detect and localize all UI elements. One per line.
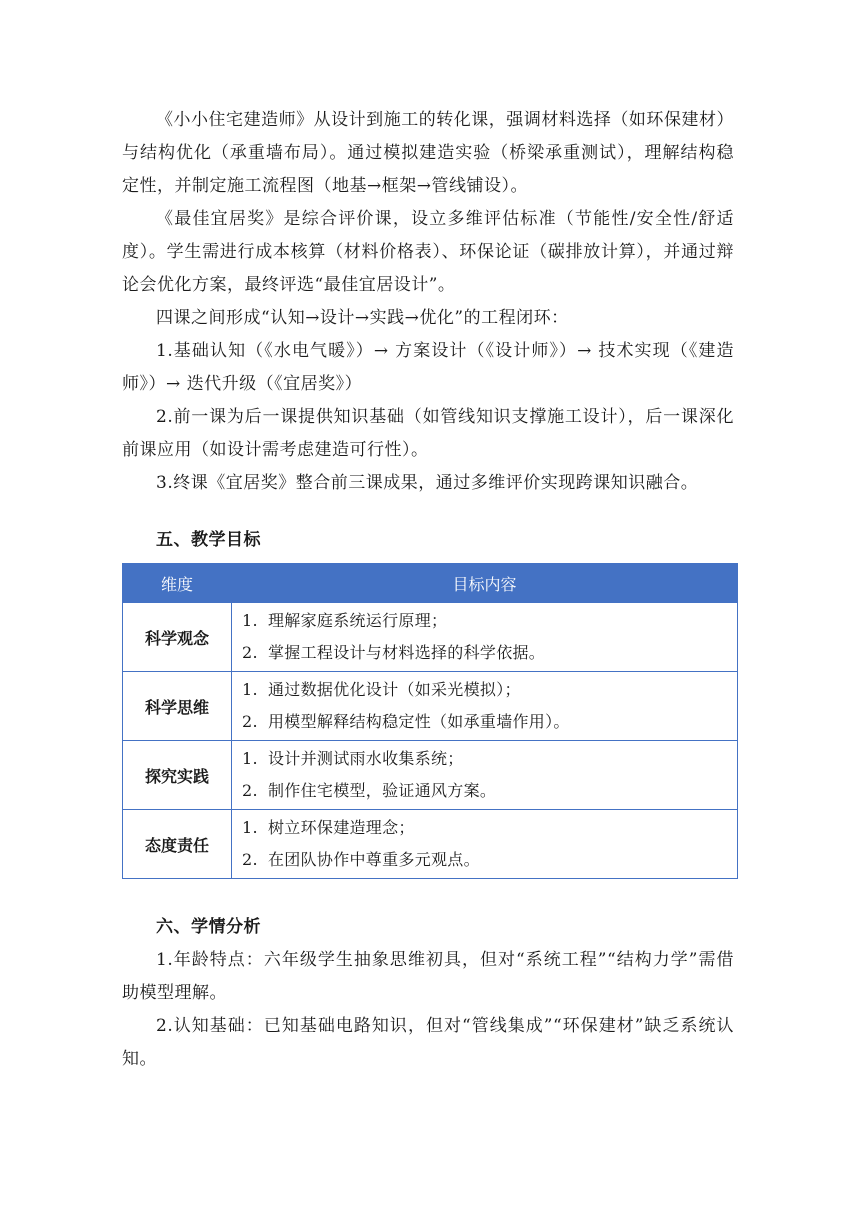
goal-item — [242, 674, 727, 706]
item-number: 1. — [242, 611, 258, 630]
item-number: 1. — [242, 680, 258, 699]
dimension-cell: 科学观念 — [123, 603, 232, 672]
document-content — [122, 104, 734, 1076]
item-number: 1. — [242, 749, 258, 768]
dimension-cell: 态度责任 — [123, 810, 232, 879]
goal-item — [242, 743, 727, 775]
item-text: 树立环保建造理念； — [268, 818, 415, 837]
header-dimension: 维度 — [123, 564, 232, 603]
item-text: 用模型解释结构稳定性（如承重墙作用）。 — [268, 712, 570, 731]
goal-items-cell — [232, 603, 738, 672]
table-row — [123, 741, 738, 810]
item-text: 通过数据优化设计（如采光模拟）； — [268, 680, 521, 699]
table-header-row — [123, 564, 738, 603]
paragraph-loop-point-2: 2.前一课为后一课提供知识基础（如管线知识支撑施工设计），后一课深化前课应用（如设计需考虑建造可行性）。 — [122, 407, 734, 460]
goal-items-cell — [232, 672, 738, 741]
goal-items-cell — [232, 810, 738, 879]
item-number: 2. — [242, 850, 258, 869]
item-number: 2. — [242, 781, 258, 800]
goal-item — [242, 706, 727, 738]
paragraph-age-traits: 1.年龄特点：六年级学生抽象思维初具，但对“系统工程”“结构力学”需借助模型理解。 — [122, 950, 734, 1003]
dimension-cell: 探究实践 — [123, 741, 232, 810]
paragraph-loop-point-1: 1.基础认知（《水电气暖》）→ 方案设计（《设计师》）→ 技术实现（《建造师》）→ 迭代升级（《宜居奖》） — [122, 341, 734, 394]
goal-item — [242, 812, 727, 844]
goal-item — [242, 844, 727, 876]
paragraph-award-lesson: 《最佳宜居奖》是综合评价课，设立多维评估标准（节能性/安全性/舒适度）。学生需进行成本核算（材料价格表）、环保论证（碳排放计算），并通过辩论会优化方案，最终评选“最佳宜居设计”。 — [122, 209, 734, 295]
table-row — [123, 603, 738, 672]
dimension-cell: 科学思维 — [123, 672, 232, 741]
item-text: 制作住宅模型，验证通风方案。 — [268, 781, 497, 800]
section-5-heading: 五、教学目标 — [156, 530, 261, 550]
section-6-heading: 六、学情分析 — [156, 917, 261, 937]
teaching-goals-table — [122, 563, 738, 879]
item-text: 理解家庭系统运行原理； — [268, 611, 448, 630]
item-number: 2. — [242, 712, 258, 731]
table-row — [123, 810, 738, 879]
paragraph-builder-lesson: 《小小住宅建造师》从设计到施工的转化课，强调材料选择（如环保建材）与结构优化（承重墙布局）。通过模拟建造实验（桥梁承重测试），理解结构稳定性，并制定施工流程图（地基→框架→管线铺设）。 — [122, 110, 734, 196]
item-text: 掌握工程设计与材料选择的科学依据。 — [268, 643, 546, 662]
goal-items-cell — [232, 741, 738, 810]
item-number: 2. — [242, 643, 258, 662]
paragraph-closed-loop: 四课之间形成“认知→设计→实践→优化”的工程闭环： — [156, 308, 569, 328]
item-text: 设计并测试雨水收集系统； — [268, 749, 464, 768]
paragraph-cognitive-basis: 2.认知基础：已知基础电路知识，但对“管线集成”“环保建材”缺乏系统认知。 — [122, 1016, 734, 1069]
table-row — [123, 672, 738, 741]
item-text: 在团队协作中尊重多元观点。 — [268, 850, 480, 869]
header-goal-content: 目标内容 — [232, 564, 738, 603]
paragraph-loop-point-3: 3.终课《宜居奖》整合前三课成果，通过多维评价实现跨课知识融合。 — [156, 473, 699, 493]
goal-item — [242, 637, 727, 669]
goal-item — [242, 775, 727, 807]
goal-item — [242, 605, 727, 637]
item-number: 1. — [242, 818, 258, 837]
